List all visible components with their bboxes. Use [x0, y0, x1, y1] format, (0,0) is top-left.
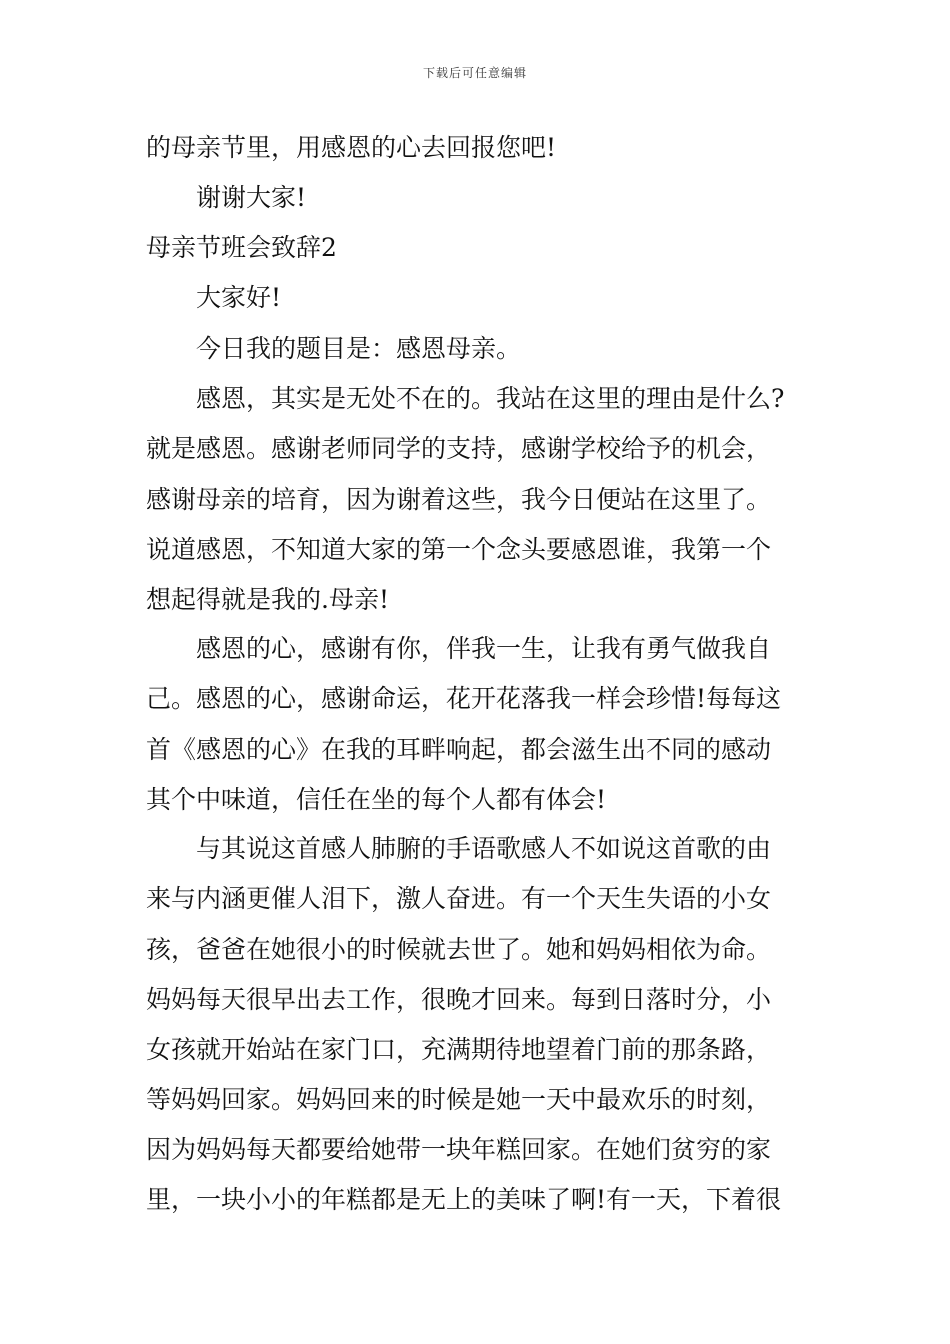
text-line: 就是感恩。感谢老师同学的支持，感谢学校给予的机会，: [146, 434, 772, 463]
text-line: 里，一块小小的年糕都是无上的美味了啊!有一天，下着很: [146, 1185, 782, 1214]
text-line: 今日我的题目是：感恩母亲。: [196, 334, 522, 363]
text-line: 妈妈每天很早出去工作，很晚才回来。每到日落时分，小: [146, 985, 772, 1014]
text-line: 因为妈妈每天都要给她带一块年糕回家。在她们贫穷的家: [146, 1135, 772, 1164]
text-line: 感恩的心，感谢有你，伴我一生，让我有勇气做我自: [196, 634, 772, 663]
text-line: 的母亲节里，用感恩的心去回报您吧!: [146, 133, 557, 162]
text-line: 谢谢大家!: [196, 183, 307, 212]
text-line: 来与内涵更催人泪下，激人奋进。有一个天生失语的小女: [146, 884, 772, 913]
text-line: 与其说这首感人肺腑的手语歌感人不如说这首歌的由: [196, 834, 772, 863]
text-line: 想起得就是我的.母亲!: [146, 585, 389, 614]
text-line: 说道感恩，不知道大家的第一个念头要感恩谁，我第一个: [146, 535, 772, 564]
text-line: 等妈妈回家。妈妈回来的时候是她一天中最欢乐的时刻，: [146, 1085, 772, 1114]
text-line: 大家好!: [196, 283, 282, 312]
text-line: 其个中味道，信任在坐的每个人都有体会!: [146, 785, 607, 814]
text-line: 感谢母亲的培育，因为谢着这些，我今日便站在这里了。: [146, 485, 772, 514]
section-title: 母亲节班会致辞2: [146, 233, 337, 262]
text-line: 孩，爸爸在她很小的时候就去世了。她和妈妈相依为命。: [146, 935, 772, 964]
text-line: 感恩，其实是无处不在的。我站在这里的理由是什么?: [196, 384, 785, 413]
page-header: 下载后可任意编辑: [422, 66, 527, 80]
text-line: 己。感恩的心，感谢命运，花开花落我一样会珍惜!每每这: [146, 684, 782, 713]
text-line: 首《感恩的心》在我的耳畔响起，都会滋生出不同的感动: [146, 735, 772, 764]
text-line: 女孩就开始站在家门口，充满期待地望着门前的那条路，: [146, 1035, 772, 1064]
